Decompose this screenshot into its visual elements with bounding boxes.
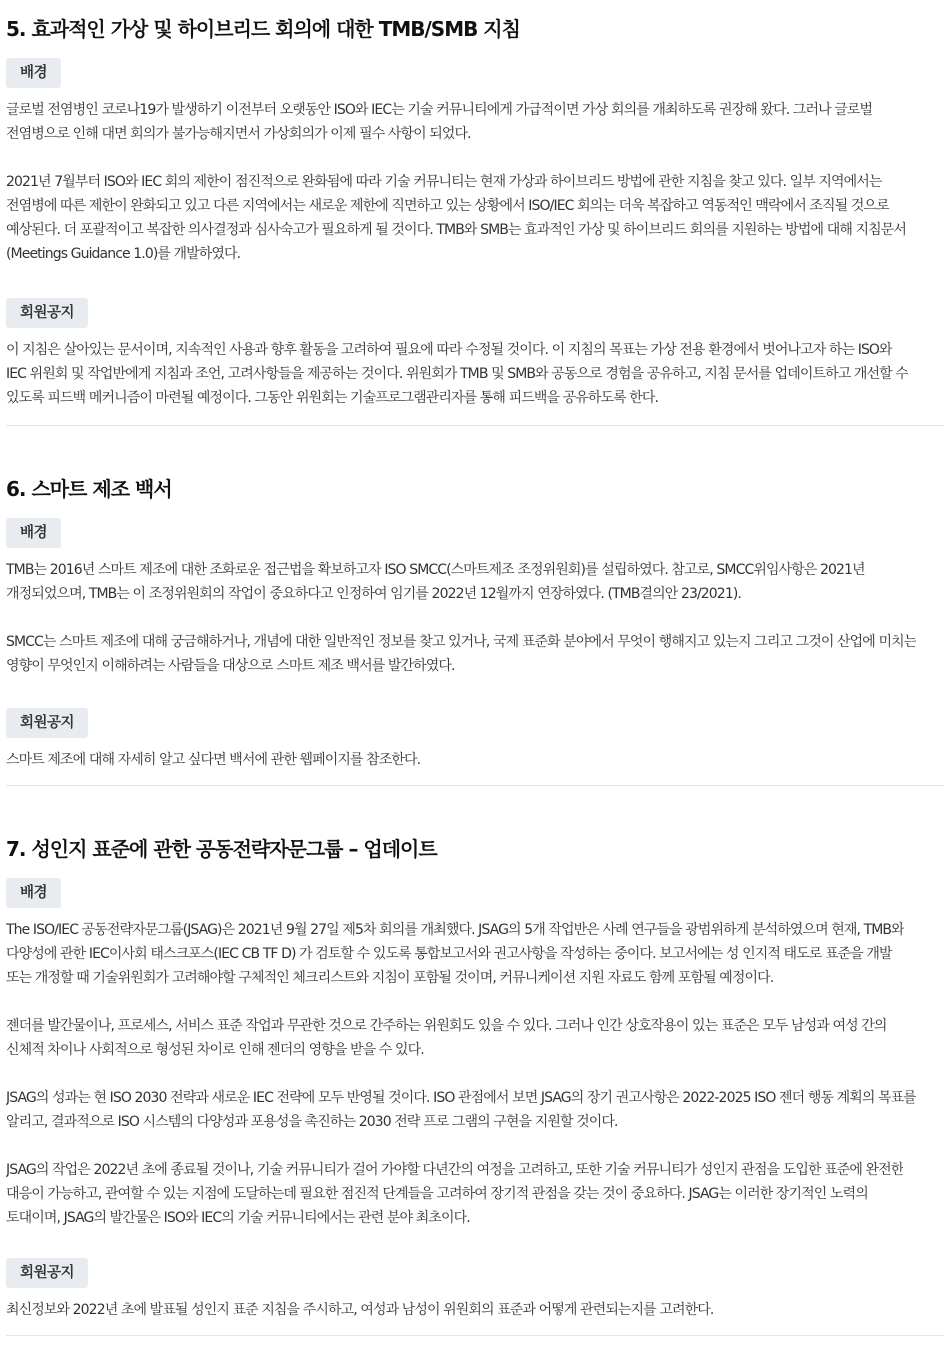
background-paragraph: JSAG의 작업은 2022년 초에 종료될 것이나, 기술 커뮤니티가 걸어 가야할 다년간의 여정을 고려하고, 또한 기술 커뮤니티가 성인지 관점을 도입한 표준에 완전한 대응이 가능하고, 관여할 수 있는 지점에 도달하는데 필요한 점진적 단계들을 고려하여 장기적 관점을 갖는 것이 중요하다. JSAG는 이러한 장기적인 노력의 토대이며, JSAG의 발간물은 ISO와 IEC의 기술 커뮤니티에서는 관련 분야 최초이다. <box>6 1162 904 1226</box>
background-paragraph: TMB는 2016년 스마트 제조에 대한 조화로운 접근법을 확보하고자 ISO SMCC(스마트제조 조정위원회)를 설립하였다. 참고로, SMCC위임사항은 2021년 개정되었으며, TMB는 이 조정위원회의 작업이 중요하다고 인정하여 임기를 2022년 12월까지 연장하였다. (TMB결의안 23/2021). <box>6 562 865 602</box>
background-paragraph: 글로벌 전염병인 코로나19가 발생하기 이전부터 오랫동안 ISO와 IEC는 기술 커뮤니티에게 가급적이면 가상 회의를 개최하도록 권장해 왔다. 그러나 글로벌 전염병으로 인해 대면 회의가 불가능해지면서 가상회의가 이제 필수 사항이 되었다. <box>6 102 873 142</box>
section-title: 6. 스마트 제조 백서 <box>6 477 172 501</box>
section-title: 5. 효과적인 가상 및 하이브리드 회의에 대한 TMB/SMB 지침 <box>6 17 520 41</box>
background-label: 배경 <box>6 518 61 548</box>
background-label: 배경 <box>6 878 61 908</box>
section-divider <box>6 425 944 426</box>
notice-paragraph: 최신정보와 2022년 초에 발표될 성인지 표준 지침을 주시하고, 여성과 남성이 위원회의 표준과 어떻게 관련되는지를 고려한다. <box>6 1302 714 1318</box>
background-paragraph: 2021년 7월부터 ISO와 IEC 회의 제한이 점진적으로 완화됨에 따라 기술 커뮤니티는 현재 가상과 하이브리드 방법에 관한 지침을 찾고 있다. 일부 지역에서는 전염병에 따른 제한이 완화되고 있고 다른 지역에서는 새로운 제한에 직면하고 있는 상황에서 ISO/IEC 회의는 더욱 복잡하고 역동적인 맥락에서 조직될 것으로 예상된다. 더 포괄적이고 복잡한 의사결정과 심사숙고가 필요하게 될 것이다. TMB와 SMB는 효과적인 가상 및 하이브리드 회의를 지원하는 방법에 대해 지침문서 (Meetings Guidance 1.0)를 개발하였다. <box>6 174 907 262</box>
notice-label: 회원공지 <box>6 298 88 328</box>
background-label: 배경 <box>6 58 61 88</box>
section-divider <box>6 785 944 786</box>
notice-label: 회원공지 <box>6 708 88 738</box>
section-title: 7. 성인지 표준에 관한 공동전략자문그룹 – 업데이트 <box>6 837 437 861</box>
background-paragraph: JSAG의 성과는 현 ISO 2030 전략과 새로운 IEC 전략에 모두 반영될 것이다. ISO 관점에서 보면 JSAG의 장기 권고사항은 2022-2025 ISO 젠더 행동 계획의 목표를 알리고, 결과적으로 ISO 시스템의 다양성과 포용성을 촉진하는 2030 전략 프로 그램의 구현을 지원할 것이다. <box>6 1090 916 1130</box>
background-paragraph: 젠더를 발간물이나, 프로세스, 서비스 표준 작업과 무관한 것으로 간주하는 위원회도 있을 수 있다. 그러나 인간 상호작용이 있는 표준은 모두 남성과 여성 간의 신체적 차이나 사회적으로 형성된 차이로 인해 젠더의 영향을 받을 수 있다. <box>6 1018 887 1058</box>
notice-label: 회원공지 <box>6 1258 88 1288</box>
notice-paragraph: 스마트 제조에 대해 자세히 알고 싶다면 백서에 관한 웹페이지를 참조한다. <box>6 752 421 768</box>
background-paragraph: The ISO/IEC 공동전략자문그룹(JSAG)은 2021년 9월 27일 제5차 회의를 개최했다. JSAG의 5개 작업반은 사례 연구들을 광범위하게 분석하였으며 현재, TMB와 다양성에 관한 IEC이사회 태스크포스(IEC CB TF D) 가 검토할 수 있도록 통합보고서와 권고사항을 작성하는 중이다. 보고서에는 성 인지적 태도로 표준을 개발 또는 개정할 때 기술위원회가 고려해야할 구체적인 체크리스트와 지침이 포함될 것이며, 커뮤니케이션 지원 자료도 함께 포함될 예정이다. <box>6 922 904 986</box>
notice-paragraph: 이 지침은 살아있는 문서이며, 지속적인 사용과 향후 활동을 고려하여 필요에 따라 수정될 것이다. 이 지침의 목표는 가상 전용 환경에서 벗어나고자 하는 ISO와 IEC 위원회 및 작업반에게 지침과 조언, 고려사항들을 제공하는 것이다. 위원회가 TMB 및 SMB와 공동으로 경험을 공유하고, 지침 문서를 업데이트하고 개선할 수 있도록 피드백 메커니즘이 마련될 예정이다. 그동안 위원회는 기술프로그램관리자를 통해 피드백을 공유하도록 한다. <box>6 342 908 406</box>
background-paragraph: SMCC는 스마트 제조에 대해 궁금해하거나, 개념에 대한 일반적인 정보를 찾고 있거나, 국제 표준화 분야에서 무엇이 행해지고 있는지 그리고 그것이 산업에 미치는 영향이 무엇인지 이해하려는 사람들을 대상으로 스마트 제조 백서를 발간하였다. <box>6 634 917 674</box>
section-divider <box>6 1335 944 1336</box>
